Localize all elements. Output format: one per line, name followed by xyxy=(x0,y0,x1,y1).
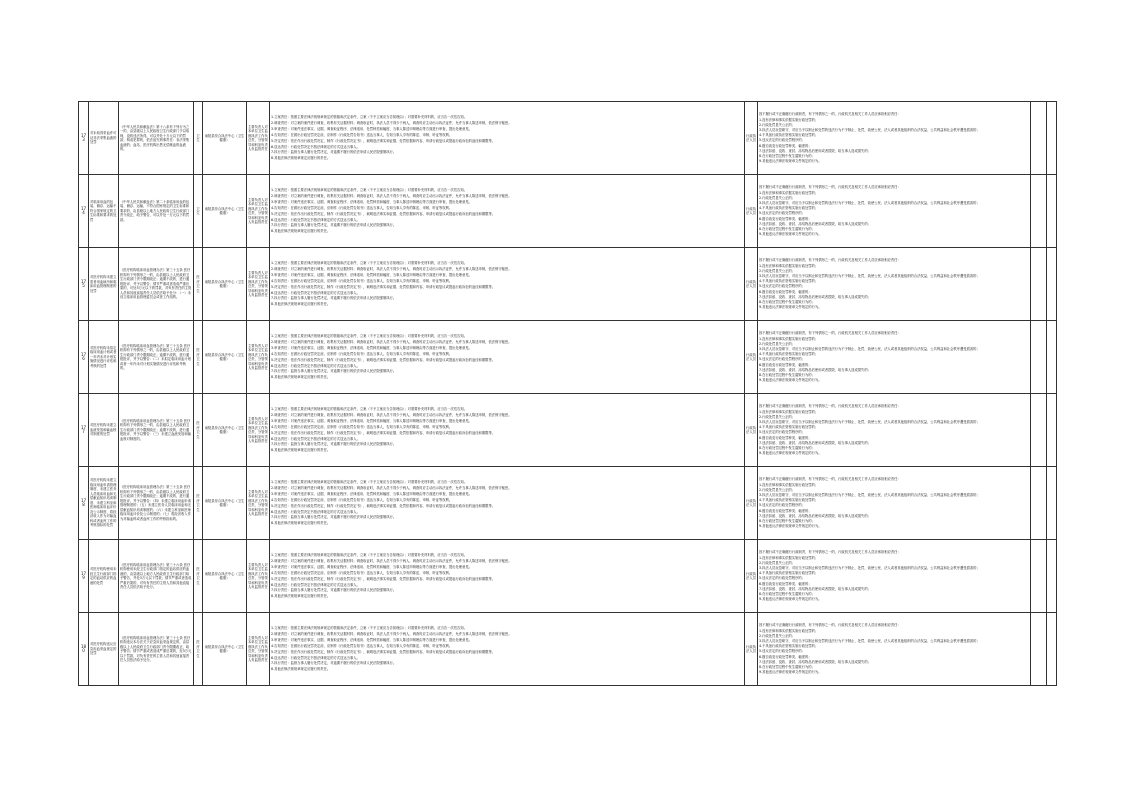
duty-list-sheet xyxy=(78,101,1046,686)
responsibility-item: 7.执行责任：监督当事人履行处罚决定，对逾期不履行的依法申请人民法院强制执行。 xyxy=(271,369,397,374)
accountability-item: 6.擅自改变行政处罚种类、幅度的； xyxy=(759,508,812,513)
accountability-item: 9.其他违反法律法规规章文件规定的行为。 xyxy=(759,232,822,237)
accountability-item: 因不履行或不正确履行行政职责，有下列情形之一的，行政机关及相关工作人员应承担相应责任： xyxy=(759,404,901,409)
responsibility-item: 4.告知责任：在做出行政处罚决定前，应制作《行政处罚告知书》送达当事人，告知当事人享有的陈述、申辩、听证等权利。 xyxy=(271,278,453,283)
responsibility-item: 3.审查责任：对案件违法事实、证据、调查取证程序、法律适用、处罚种类和幅度、当事人陈述申辩理由等方面进行审查，提出处理意见。 xyxy=(271,637,472,642)
responsibility-item: 7.执行责任：监督当事人履行处罚决定，对逾期不履行的依法申请人民法院强制执行。 xyxy=(271,661,397,666)
accountability-item: 1.没有法律和事实依据实施行政处罚的； xyxy=(759,555,819,560)
enforcement-body: 南陵县综合执法中心（卫生健康） xyxy=(203,540,247,613)
responsibility-item: 2.调查责任：对立案的案件进行调查，收集有关证据材料；调查取证时，执法人员不得少于两人，调查时应主动出示执法证件，允许当事人陈述申辩，依法保守秘密。 xyxy=(271,194,512,199)
enforcement-body: 南陵县综合执法中心（卫生健康） xyxy=(203,175,247,248)
accountable-role: 行政执法人员 xyxy=(745,540,758,613)
accountable-role: 行政执法人员 xyxy=(745,467,758,540)
legal-basis: 《医疗机构临床用血管理办法》第三十六条 医疗机构使用未经卫生行政部门指定的血站供应的血液的，由县级以上地方人民政府卫生行政部门给予警告，并处3万元以下罚款；情节严重或者造成严重后果的，对负有责任的主管人员和其他直接责任人员依法给予处分。 xyxy=(119,540,194,613)
accountability-item: 2.行政处罚显失公正的； xyxy=(759,487,796,492)
accountability-item: 8.在行政处罚过程中发生腐败行为的； xyxy=(759,153,815,158)
responsibility-item: 1.立案责任：按照主要法律法规规章规定的管辖和法定条件，立案（不予立案应当告知理由）；对需要补充材料的，应当告一次性告知。 xyxy=(271,115,468,120)
responsibility-item: 6.送达责任：行政处罚决定书按法律规定的方式送达当事人。 xyxy=(271,509,360,514)
responsibility-items xyxy=(270,175,745,248)
accountability-item: 3.执法人员玩忽职守，对应当予以制止和处罚的违法行为不予制止、处罚，致使公民、法人或者其他组织的合法权益、公共利益和社会秩序遭受损害的； xyxy=(759,638,980,643)
item-name: 对医疗机构未建立患者用血病历和临床用血管理制度的处罚 xyxy=(89,248,119,321)
responsibility-item: 6.送达责任：行政处罚决定书按法律规定的方式送达当事人。 xyxy=(271,582,360,587)
accountability-item: 3.执法人员玩忽职守，对应当予以制止和处罚的违法行为不予制止、处罚，致使公民、法人或者其他组织的合法权益、公共利益和社会秩序遭受损害的； xyxy=(759,273,980,278)
note-cell xyxy=(1031,102,1047,175)
accountability-item: 因不履行或不正确履行行政职责，有下列情形之一的，行政机关及相关工作人员应承担相应责任： xyxy=(759,477,901,482)
accountability-item: 8.在行政处罚过程中发生腐败行为的； xyxy=(759,372,815,377)
responsibility-item: 2.调查责任：对立案的案件进行调查，收集有关证据材料；调查取证时，执法人员不得少于两人，调查时应主动出示执法证件，允许当事人陈述申辩，依法保守秘密。 xyxy=(271,267,512,272)
responsibility-item: 5.决定责任：依法作出行政处罚决定，制作《行政处罚决定书》，载明违法事实和证据、处罚依据和内容、申请行政复议或提起行政诉讼的途径和期限等。 xyxy=(271,503,496,508)
accountability-item: 9.其他违反法律法规规章文件规定的行为。 xyxy=(759,305,822,310)
table-row xyxy=(79,175,1057,248)
responsibility-item: 4.告知责任：在做出行政处罚决定前，应制作《行政处罚告知书》送达当事人，告知当事人享有的陈述、申辩、听证等权利。 xyxy=(271,424,453,429)
responsible-subject: 主要负责人对本单位卫生监督执法工作负总责，分管领导和科室负责人负监管责任 xyxy=(247,175,270,248)
accountability-item: 因不履行或不正确履行行政职责，有下列情形之一的，行政机关及相关工作人员应承担相应责任： xyxy=(759,623,901,628)
responsibility-item: 3.审查责任：对案件违法事实、证据、调查取证程序、法律适用、处罚种类和幅度、当事人陈述申辩理由等方面进行审查，提出处理意见。 xyxy=(271,418,472,423)
responsibility-item: 8.其他法律法规规章规定应履行的责任。 xyxy=(271,594,331,599)
accountability-item: 2.行政处罚显失公正的； xyxy=(759,341,796,346)
note-cell xyxy=(1031,175,1047,248)
accountability-item: 8.在行政处罚过程中发生腐败行为的； xyxy=(759,518,815,523)
responsibility-item: 7.执行责任：监督当事人履行处罚决定，对逾期不履行的依法申请人民法院强制执行。 xyxy=(271,588,397,593)
responsibility-item: 8.其他法律法规规章规定应履行的责任。 xyxy=(271,229,331,234)
accountability-item: 8.在行政处罚过程中发生腐败行为的； xyxy=(759,226,815,231)
accountability-item: 因不履行或不正确履行行政职责，有下列情形之一的，行政机关及相关工作人员应承担相应责任： xyxy=(759,112,901,117)
responsibility-item: 1.立案责任：按照主要法律法规规章规定的管辖和法定条件，立案（不予立案应当告知理由）；对需要补充材料的，应当告一次性告知。 xyxy=(271,261,468,266)
item-name: 对医疗机构违反应急用血采血规定的处罚 xyxy=(89,613,119,686)
accountability-item: 2.行政处罚显失公正的； xyxy=(759,414,796,419)
accountability-item: 1.没有法律和事实依据实施行政处罚的； xyxy=(759,628,819,633)
accountability-item: 1.没有法律和事实依据实施行政处罚的； xyxy=(759,336,819,341)
accountability-item: 4.不具备行政执法资格实施行政处罚的； xyxy=(759,425,819,430)
department-type: 医疗卫生 xyxy=(194,394,203,467)
responsibility-item: 7.执行责任：监督当事人履行处罚决定，对逾期不履行的依法申请人民法院强制执行。 xyxy=(271,296,397,301)
accountability-item: 7.违法扣留、没收、查封、冻结物品后使用或者损毁，给当事人造成损失的； xyxy=(759,586,871,591)
accountability-items xyxy=(758,175,1031,248)
accountability-items xyxy=(758,613,1031,686)
responsibility-item: 3.审查责任：对案件违法事实、证据、调查取证程序、法律适用、处罚种类和幅度、当事人陈述申辩理由等方面进行审查，提出处理意见。 xyxy=(271,345,472,350)
accountability-item: 2.行政处罚显失公正的； xyxy=(759,122,796,127)
responsibility-item: 7.执行责任：监督当事人履行处罚决定，对逾期不履行的依法申请人民法院强制执行。 xyxy=(271,223,397,228)
table-row xyxy=(79,321,1057,394)
accountability-item: 9.其他违反法律法规规章文件规定的行为。 xyxy=(759,670,822,675)
accountability-items xyxy=(758,248,1031,321)
accountability-items xyxy=(758,540,1031,613)
responsible-subject: 主要负责人对本单位卫生监督执法工作负总责，分管领导和科室负责人负监管责任 xyxy=(247,613,270,686)
responsibility-items xyxy=(270,102,745,175)
department-type: 卫生 xyxy=(194,175,203,248)
responsibility-item: 8.其他法律法规规章规定应履行的责任。 xyxy=(271,521,331,526)
accountability-item: 6.擅自改变行政处罚种类、幅度的； xyxy=(759,654,812,659)
accountability-item: 7.违法扣留、没收、查封、冻结物品后使用或者损毁，给当事人造成损失的； xyxy=(759,221,871,226)
accountability-item: 9.其他违反法律法规规章文件规定的行为。 xyxy=(759,159,822,164)
remark-cell xyxy=(1047,613,1057,686)
row-number: 176 xyxy=(79,321,89,394)
accountability-item: 4.不具备行政执法资格实施行政处罚的； xyxy=(759,133,819,138)
item-name: 对未取得采血许可证非法采集血液的处罚 xyxy=(89,102,119,175)
responsibility-item: 8.其他法律法规规章规定应履行的责任。 xyxy=(271,302,331,307)
accountability-item: 6.擅自改变行政处罚种类、幅度的； xyxy=(759,581,812,586)
responsibility-item: 5.决定责任：依法作出行政处罚决定，制作《行政处罚决定书》，载明违法事实和证据、处罚依据和内容、申请行政复议或提起行政诉讼的途径和期限等。 xyxy=(271,211,496,216)
enforcement-body: 南陵县综合执法中心（卫生健康） xyxy=(203,321,247,394)
responsibility-items xyxy=(270,613,745,686)
responsibility-item: 4.告知责任：在做出行政处罚决定前，应制作《行政处罚告知书》送达当事人，告知当事人享有的陈述、申辩、听证等权利。 xyxy=(271,132,453,137)
row-number: 173 xyxy=(79,102,89,175)
row-number: 175 xyxy=(79,248,89,321)
accountability-item: 8.在行政处罚过程中发生腐败行为的； xyxy=(759,299,815,304)
accountable-role: 行政执法人员 xyxy=(745,248,758,321)
responsibility-item: 1.立案责任：按照主要法律法规规章规定的管辖和法定条件，立案（不予立案应当告知理由）；对需要补充材料的，应当告一次性告知。 xyxy=(271,626,468,631)
accountability-item: 3.执法人员玩忽职守，对应当予以制止和处罚的违法行为不予制止、处罚，致使公民、法人或者其他组织的合法权益、公共利益和社会秩序遭受损害的； xyxy=(759,346,980,351)
table-row xyxy=(79,467,1057,540)
responsibility-item: 1.立案责任：按照主要法律法规规章规定的管辖和法定条件，立案（不予立案应当告知理由）；对需要补充材料的，应当告一次性告知。 xyxy=(271,480,468,485)
responsibility-item: 8.其他法律法规规章规定应履行的责任。 xyxy=(271,156,331,161)
accountability-item: 因不履行或不正确履行行政职责，有下列情形之一的，行政机关及相关工作人员应承担相应责任： xyxy=(759,550,901,555)
accountability-item: 5.违反法定的行政处罚程序的； xyxy=(759,211,806,216)
accountability-items xyxy=(758,394,1031,467)
table-row xyxy=(79,102,1057,175)
accountability-item: 9.其他违反法律法规规章文件规定的行为。 xyxy=(759,597,822,602)
enforcement-body: 南陵县综合执法中心（卫生健康） xyxy=(203,467,247,540)
department-type: 医疗卫生 xyxy=(194,248,203,321)
legal-basis: 《医疗机构临床用血管理办法》第三十五条 医疗机构有下列情形之一的，由县级以上人民政府卫生行政部门责令限期改正；逾期不改的，进行通报批评，并予以警告：（四）未建立临床用血申请管理制度的；（五）未建立医务人员临床用血和无偿献血知识培训制度的；（六）未建立科室和医师临床用血评价及公示制度的；（七）将经济收入作为对输血科或者血库工作的考核指标的。 xyxy=(119,467,194,540)
responsible-subject: 主要负责人对本单位卫生监督执法工作负总责，分管领导和科室负责人负监管责任 xyxy=(247,102,270,175)
legal-basis: 《中华人民共和献血法》第十八条有下列行为之一的，由县级以上人民政府卫生行政部门予以取缔，没收违法所得，可以并处十万元以下的罚款；构成犯罪的，依法追究刑事责任：非法采集血液的；血站、医疗机构出售无偿献血的血液的。 xyxy=(119,102,194,175)
item-name: 对医疗机构未拟定临床用血计划或者一年内未对计划实施情况进行评估和考核的处罚 xyxy=(89,321,119,394)
responsibility-item: 2.调查责任：对立案的案件进行调查，收集有关证据材料；调查取证时，执法人员不得少于两人，调查时应主动出示执法证件，允许当事人陈述申辩，依法保守秘密。 xyxy=(271,559,512,564)
responsibility-item: 4.告知责任：在做出行政处罚决定前，应制作《行政处罚告知书》送达当事人，告知当事人享有的陈述、申辩、听证等权利。 xyxy=(271,497,453,502)
responsible-subject: 主要负责人对本单位卫生监督执法工作负总责，分管领导和科室负责人负监管责任 xyxy=(247,467,270,540)
responsibility-item: 2.调查责任：对立案的案件进行调查，收集有关证据材料；调查取证时，执法人员不得少于两人，调查时应主动出示执法证件，允许当事人陈述申辩，依法保守秘密。 xyxy=(271,486,512,491)
accountability-item: 3.执法人员玩忽职守，对应当予以制止和处罚的违法行为不予制止、处罚，致使公民、法人或者其他组织的合法权益、公共利益和社会秩序遭受损害的； xyxy=(759,419,980,424)
note-cell xyxy=(1031,321,1047,394)
accountability-item: 7.违法扣留、没收、查封、冻结物品后使用或者损毁，给当事人造成损失的； xyxy=(759,659,871,664)
responsibility-item: 2.调查责任：对立案的案件进行调查，收集有关证据材料；调查取证时，执法人员不得少于两人，调查时应主动出示执法证件，允许当事人陈述申辩，依法保守秘密。 xyxy=(271,413,512,418)
accountability-item: 7.违法扣留、没收、查封、冻结物品后使用或者损毁，给当事人造成损失的； xyxy=(759,294,871,299)
accountability-item: 1.没有法律和事实依据实施行政处罚的； xyxy=(759,190,819,195)
responsibility-item: 8.其他法律法规规章规定应履行的责任。 xyxy=(271,667,331,672)
accountability-item: 9.其他违反法律法规规章文件规定的行为。 xyxy=(759,524,822,529)
department-type: 卫生 xyxy=(194,102,203,175)
responsibility-item: 5.决定责任：依法作出行政处罚决定，制作《行政处罚决定书》，载明违法事实和证据、处罚依据和内容、申请行政复议或提起行政诉讼的途径和期限等。 xyxy=(271,284,496,289)
accountable-role: 行政执法人员 xyxy=(745,321,758,394)
accountability-item: 6.擅自改变行政处罚种类、幅度的； xyxy=(759,435,812,440)
accountability-item: 6.擅自改变行政处罚种类、幅度的； xyxy=(759,362,812,367)
responsibility-items xyxy=(270,248,745,321)
accountability-item: 4.不具备行政执法资格实施行政处罚的； xyxy=(759,571,819,576)
responsible-subject: 主要负责人对本单位卫生监督执法工作负总责，分管领导和科室负责人负监管责任 xyxy=(247,321,270,394)
item-name: 对医疗机构未建立血液发放和输血核对制度的处罚 xyxy=(89,394,119,467)
accountable-role: 行政执法人员 xyxy=(745,102,758,175)
accountability-item: 5.违反法定的行政处罚程序的； xyxy=(759,284,806,289)
enforcement-body: 南陵县综合执法中心（卫生健康） xyxy=(203,248,247,321)
enforcement-body: 南陵县综合执法中心（卫生健康） xyxy=(203,394,247,467)
remark-cell xyxy=(1047,248,1057,321)
accountability-item: 6.擅自改变行政处罚种类、幅度的； xyxy=(759,216,812,221)
remark-cell xyxy=(1047,321,1057,394)
item-name: 对临床用血的包装、储存、运输不符合国家规定的卫生标准和要求的处罚 xyxy=(89,175,119,248)
remark-cell xyxy=(1047,540,1057,613)
duty-table xyxy=(78,101,1057,686)
accountability-items xyxy=(758,467,1031,540)
accountability-item: 1.没有法律和事实依据实施行政处罚的； xyxy=(759,117,819,122)
note-cell xyxy=(1031,394,1047,467)
responsibility-item: 8.其他法律法规规章规定应履行的责任。 xyxy=(271,375,331,380)
remark-cell xyxy=(1047,467,1057,540)
accountability-item: 3.执法人员玩忽职守，对应当予以制止和处罚的违法行为不予制止、处罚，致使公民、法人或者其他组织的合法权益、公共利益和社会秩序遭受损害的； xyxy=(759,127,980,132)
accountability-item: 7.违法扣留、没收、查封、冻结物品后使用或者损毁，给当事人造成损失的； xyxy=(759,440,871,445)
accountable-role: 行政执法人员 xyxy=(745,175,758,248)
responsibility-item: 1.立案责任：按照主要法律法规规章规定的管辖和法定条件，立案（不予立案应当告知理由）；对需要补充材料的，应当告一次性告知。 xyxy=(271,334,468,339)
table-row xyxy=(79,394,1057,467)
accountability-item: 4.不具备行政执法资格实施行政处罚的； xyxy=(759,352,819,357)
accountability-item: 3.执法人员玩忽职守，对应当予以制止和处罚的违法行为不予制止、处罚，致使公民、法人或者其他组织的合法权益、公共利益和社会秩序遭受损害的； xyxy=(759,565,980,570)
responsibility-item: 5.决定责任：依法作出行政处罚决定，制作《行政处罚决定书》，载明违法事实和证据、处罚依据和内容、申请行政复议或提起行政诉讼的途径和期限等。 xyxy=(271,649,496,654)
accountability-item: 7.违法扣留、没收、查封、冻结物品后使用或者损毁，给当事人造成损失的； xyxy=(759,513,871,518)
responsibility-item: 6.送达责任：行政处罚决定书按法律规定的方式送达当事人。 xyxy=(271,217,360,222)
accountability-item: 5.违反法定的行政处罚程序的； xyxy=(759,576,806,581)
responsibility-item: 5.决定责任：依法作出行政处罚决定，制作《行政处罚决定书》，载明违法事实和证据、处罚依据和内容、申请行政复议或提起行政诉讼的途径和期限等。 xyxy=(271,430,496,435)
accountability-item: 8.在行政处罚过程中发生腐败行为的； xyxy=(759,664,815,669)
responsibility-item: 2.调查责任：对立案的案件进行调查，收集有关证据材料；调查取证时，执法人员不得少于两人，调查时应主动出示执法证件，允许当事人陈述申辩，依法保守秘密。 xyxy=(271,632,512,637)
responsibility-item: 6.送达责任：行政处罚决定书按法律规定的方式送达当事人。 xyxy=(271,655,360,660)
accountability-item: 因不履行或不正确履行行政职责，有下列情形之一的，行政机关及相关工作人员应承担相应责任： xyxy=(759,258,901,263)
responsibility-items xyxy=(270,467,745,540)
responsibility-item: 6.送达责任：行政处罚决定书按法律规定的方式送达当事人。 xyxy=(271,290,360,295)
responsibility-item: 3.审查责任：对案件违法事实、证据、调查取证程序、法律适用、处罚种类和幅度、当事人陈述申辩理由等方面进行审查，提出处理意见。 xyxy=(271,199,472,204)
accountability-item: 7.违法扣留、没收、查封、冻结物品后使用或者损毁，给当事人造成损失的； xyxy=(759,367,871,372)
responsibility-item: 3.审查责任：对案件违法事实、证据、调查取证程序、法律适用、处罚种类和幅度、当事人陈述申辩理由等方面进行审查，提出处理意见。 xyxy=(271,491,472,496)
item-name: 对医疗机构未建立临床用血申请管理制度、未建立医务人员临床用血和无偿献血知识培训制度、未建立科室和医师临床用血评价及公示制度、将经济收入作为对输血科或者血库工作的考核指标的处罚 xyxy=(89,467,119,540)
accountability-item: 9.其他违反法律法规规章文件规定的行为。 xyxy=(759,378,822,383)
accountability-item: 4.不具备行政执法资格实施行政处罚的； xyxy=(759,206,819,211)
accountability-item: 2.行政处罚显失公正的； xyxy=(759,560,796,565)
accountability-item: 8.在行政处罚过程中发生腐败行为的； xyxy=(759,445,815,450)
accountability-items xyxy=(758,321,1031,394)
responsibility-item: 8.其他法律法规规章规定应履行的责任。 xyxy=(271,448,331,453)
duty-table-body xyxy=(79,102,1057,686)
responsibility-item: 3.审查责任：对案件违法事实、证据、调查取证程序、法律适用、处罚种类和幅度、当事人陈述申辩理由等方面进行审查，提出处理意见。 xyxy=(271,564,472,569)
responsibility-items xyxy=(270,540,745,613)
accountability-item: 7.违法扣留、没收、查封、冻结物品后使用或者损毁，给当事人造成损失的； xyxy=(759,148,871,153)
responsibility-item: 3.审查责任：对案件违法事实、证据、调查取证程序、法律适用、处罚种类和幅度、当事人陈述申辩理由等方面进行审查，提出处理意见。 xyxy=(271,126,472,131)
accountability-item: 3.执法人员玩忽职守，对应当予以制止和处罚的违法行为不予制止、处罚，致使公民、法人或者其他组织的合法权益、公共利益和社会秩序遭受损害的； xyxy=(759,492,980,497)
row-number: 177 xyxy=(79,394,89,467)
responsibility-item: 1.立案责任：按照主要法律法规规章规定的管辖和法定条件，立案（不予立案应当告知理由）；对需要补充材料的，应当告一次性告知。 xyxy=(271,188,468,193)
department-type: 医疗卫生 xyxy=(194,540,203,613)
department-type: 医疗卫生 xyxy=(194,321,203,394)
accountability-item: 2.行政处罚显失公正的； xyxy=(759,633,796,638)
accountability-item: 因不履行或不正确履行行政职责，有下列情形之一的，行政机关及相关工作人员应承担相应责任： xyxy=(759,331,901,336)
note-cell xyxy=(1031,540,1047,613)
row-number: 174 xyxy=(79,175,89,248)
enforcement-body: 南陵县综合执法中心（卫生健康） xyxy=(203,102,247,175)
accountability-item: 6.擅自改变行政处罚种类、幅度的； xyxy=(759,143,812,148)
responsibility-item: 3.审查责任：对案件违法事实、证据、调查取证程序、法律适用、处罚种类和幅度、当事人陈述申辩理由等方面进行审查，提出处理意见。 xyxy=(271,272,472,277)
accountability-item: 4.不具备行政执法资格实施行政处罚的； xyxy=(759,279,819,284)
responsibility-item: 5.决定责任：依法作出行政处罚决定，制作《行政处罚决定书》，载明违法事实和证据、处罚依据和内容、申请行政复议或提起行政诉讼的途径和期限等。 xyxy=(271,357,496,362)
accountability-item: 1.没有法律和事实依据实施行政处罚的； xyxy=(759,409,819,414)
note-cell xyxy=(1031,248,1047,321)
responsible-subject: 主要负责人对本单位卫生监督执法工作负总责，分管领导和科室负责人负监管责任 xyxy=(247,248,270,321)
responsibility-item: 6.送达责任：行政处罚决定书按法律规定的方式送达当事人。 xyxy=(271,436,360,441)
accountability-item: 4.不具备行政执法资格实施行政处罚的； xyxy=(759,644,819,649)
remark-cell xyxy=(1047,102,1057,175)
legal-basis: 《中华人民共和献血法》第二十条临床用血的包装、储存、运输，不符合国家规定的卫生标准和要求的，由县级以上地方人民政府卫生行政部门责令改正，给予警告，可以并处一万元以下的罚款。 xyxy=(119,175,194,248)
responsibility-item: 6.送达责任：行政处罚决定书按法律规定的方式送达当事人。 xyxy=(271,363,360,368)
legal-basis: 《医疗机构临床用血管理办法》第三十五条 医疗机构有下列情形之一的，由县级以上人民政府卫生行政部门责令限期改正；逾期不改的，进行通报批评，并予以警告：（二）未拟定临床用血计划或者一年内未对计划实施情况进行评估和考核的。 xyxy=(119,321,194,394)
table-row xyxy=(79,540,1057,613)
accountability-item: 6.擅自改变行政处罚种类、幅度的； xyxy=(759,289,812,294)
department-type: 医疗卫生 xyxy=(194,613,203,686)
accountability-item: 5.违反法定的行政处罚程序的； xyxy=(759,503,806,508)
responsibility-item: 7.执行责任：监督当事人履行处罚决定，对逾期不履行的依法申请人民法院强制执行。 xyxy=(271,150,397,155)
note-cell xyxy=(1031,467,1047,540)
responsibility-item: 4.告知责任：在做出行政处罚决定前，应制作《行政处罚告知书》送达当事人，告知当事人享有的陈述、申辩、听证等权利。 xyxy=(271,643,453,648)
responsibility-item: 1.立案责任：按照主要法律法规规章规定的管辖和法定条件，立案（不予立案应当告知理由）；对需要补充材料的，应当告一次性告知。 xyxy=(271,553,468,558)
accountable-role: 行政执法人员 xyxy=(745,613,758,686)
responsibility-item: 2.调查责任：对立案的案件进行调查，收集有关证据材料；调查取证时，执法人员不得少于两人，调查时应主动出示执法证件，允许当事人陈述申辩，依法保守秘密。 xyxy=(271,121,512,126)
accountability-items xyxy=(758,102,1031,175)
accountability-item: 1.没有法律和事实依据实施行政处罚的； xyxy=(759,482,819,487)
note-cell xyxy=(1031,613,1047,686)
accountability-item: 5.违反法定的行政处罚程序的； xyxy=(759,138,806,143)
enforcement-body: 南陵县综合执法中心（卫生健康） xyxy=(203,613,247,686)
responsibility-item: 1.立案责任：按照主要法律法规规章规定的管辖和法定条件，立案（不予立案应当告知理由）；对需要补充材料的，应当告一次性告知。 xyxy=(271,407,468,412)
responsibility-item: 2.调查责任：对立案的案件进行调查，收集有关证据材料；调查取证时，执法人员不得少于两人，调查时应主动出示执法证件，允许当事人陈述申辩，依法保守秘密。 xyxy=(271,340,512,345)
responsibility-item: 5.决定责任：依法作出行政处罚决定，制作《行政处罚决定书》，载明违法事实和证据、处罚依据和内容、申请行政复议或提起行政诉讼的途径和期限等。 xyxy=(271,576,496,581)
accountability-item: 8.在行政处罚过程中发生腐败行为的； xyxy=(759,591,815,596)
accountability-item: 5.违反法定的行政处罚程序的； xyxy=(759,649,806,654)
table-row xyxy=(79,248,1057,321)
responsible-subject: 主要负责人对本单位卫生监督执法工作负总责，分管领导和科室负责人负监管责任 xyxy=(247,394,270,467)
accountability-item: 2.行政处罚显失公正的； xyxy=(759,268,796,273)
row-number: 178 xyxy=(79,467,89,540)
responsibility-item: 4.告知责任：在做出行政处罚决定前，应制作《行政处罚告知书》送达当事人，告知当事人享有的陈述、申辩、听证等权利。 xyxy=(271,205,453,210)
responsibility-item: 4.告知责任：在做出行政处罚决定前，应制作《行政处罚告知书》送达当事人，告知当事人享有的陈述、申辩、听证等权利。 xyxy=(271,570,453,575)
legal-basis: 《医疗机构临床用血管理办法》第三十五条 医疗机构有下列情形之一的，由县级以上人民政府卫生行政部门责令限期改正；逾期不改的，进行通报批评，并予以警告；情节严重或者造成严重后果的，可处3万元以下的罚款，对负有责任的主管人员和其他直接责任人员依法给予处分：（一）未设立临床用血管理委员会或者工作组的。 xyxy=(119,248,194,321)
accountability-item: 1.没有法律和事实依据实施行政处罚的； xyxy=(759,263,819,268)
accountability-item: 5.违反法定的行政处罚程序的； xyxy=(759,430,806,435)
responsibility-items xyxy=(270,321,745,394)
table-row xyxy=(79,613,1057,686)
accountability-item: 2.行政处罚显失公正的； xyxy=(759,195,796,200)
accountability-item: 5.违反法定的行政处罚程序的； xyxy=(759,357,806,362)
item-name: 对医疗机构使用未经卫生行政部门指定的血站供应的血液的处罚 xyxy=(89,540,119,613)
responsibility-item: 7.执行责任：监督当事人履行处罚决定，对逾期不履行的依法申请人民法院强制执行。 xyxy=(271,442,397,447)
responsibility-items xyxy=(270,394,745,467)
accountability-item: 3.执法人员玩忽职守，对应当予以制止和处罚的违法行为不予制止、处罚，致使公民、法人或者其他组织的合法权益、公共利益和社会秩序遭受损害的； xyxy=(759,200,980,205)
accountable-role: 行政执法人员 xyxy=(745,394,758,467)
responsibility-item: 7.执行责任：监督当事人履行处罚决定，对逾期不履行的依法申请人民法院强制执行。 xyxy=(271,515,397,520)
accountability-item: 4.不具备行政执法资格实施行政处罚的； xyxy=(759,498,819,503)
legal-basis: 《医疗机构临床用血管理办法》第三十七条 医疗机构违反本办法关于应急用血采血规定的，由县级以上人民政府卫生行政部门责令限期改正，给予警告；情节严重或者造成严重后果的，处3万元以下罚款，对负有责任的主管人员和其他直接责任人员依法给予处分。 xyxy=(119,613,194,686)
responsible-subject: 主要负责人对本单位卫生监督执法工作负总责，分管领导和科室负责人负监管责任 xyxy=(247,540,270,613)
accountability-item: 因不履行或不正确履行行政职责，有下列情形之一的，行政机关及相关工作人员应承担相应责任： xyxy=(759,185,901,190)
responsibility-item: 6.送达责任：行政处罚决定书按法律规定的方式送达当事人。 xyxy=(271,144,360,149)
row-number: 180 xyxy=(79,613,89,686)
responsibility-item: 5.决定责任：依法作出行政处罚决定，制作《行政处罚决定书》，载明违法事实和证据、处罚依据和内容、申请行政复议或提起行政诉讼的途径和期限等。 xyxy=(271,138,496,143)
responsibility-item: 4.告知责任：在做出行政处罚决定前，应制作《行政处罚告知书》送达当事人，告知当事人享有的陈述、申辩、听证等权利。 xyxy=(271,351,453,356)
accountability-item: 9.其他违反法律法规规章文件规定的行为。 xyxy=(759,451,822,456)
remark-cell xyxy=(1047,394,1057,467)
department-type: 医疗卫生 xyxy=(194,467,203,540)
row-number: 179 xyxy=(79,540,89,613)
remark-cell xyxy=(1047,175,1057,248)
legal-basis: 《医疗机构临床用血管理办法》第三十五条 医疗机构有下列情形之一的，由县级以上人民政府卫生行政部门责令限期改正；逾期不改的，进行通报批评，并予以警告：（三）未建立血液发放和输血核对制度的。 xyxy=(119,394,194,467)
